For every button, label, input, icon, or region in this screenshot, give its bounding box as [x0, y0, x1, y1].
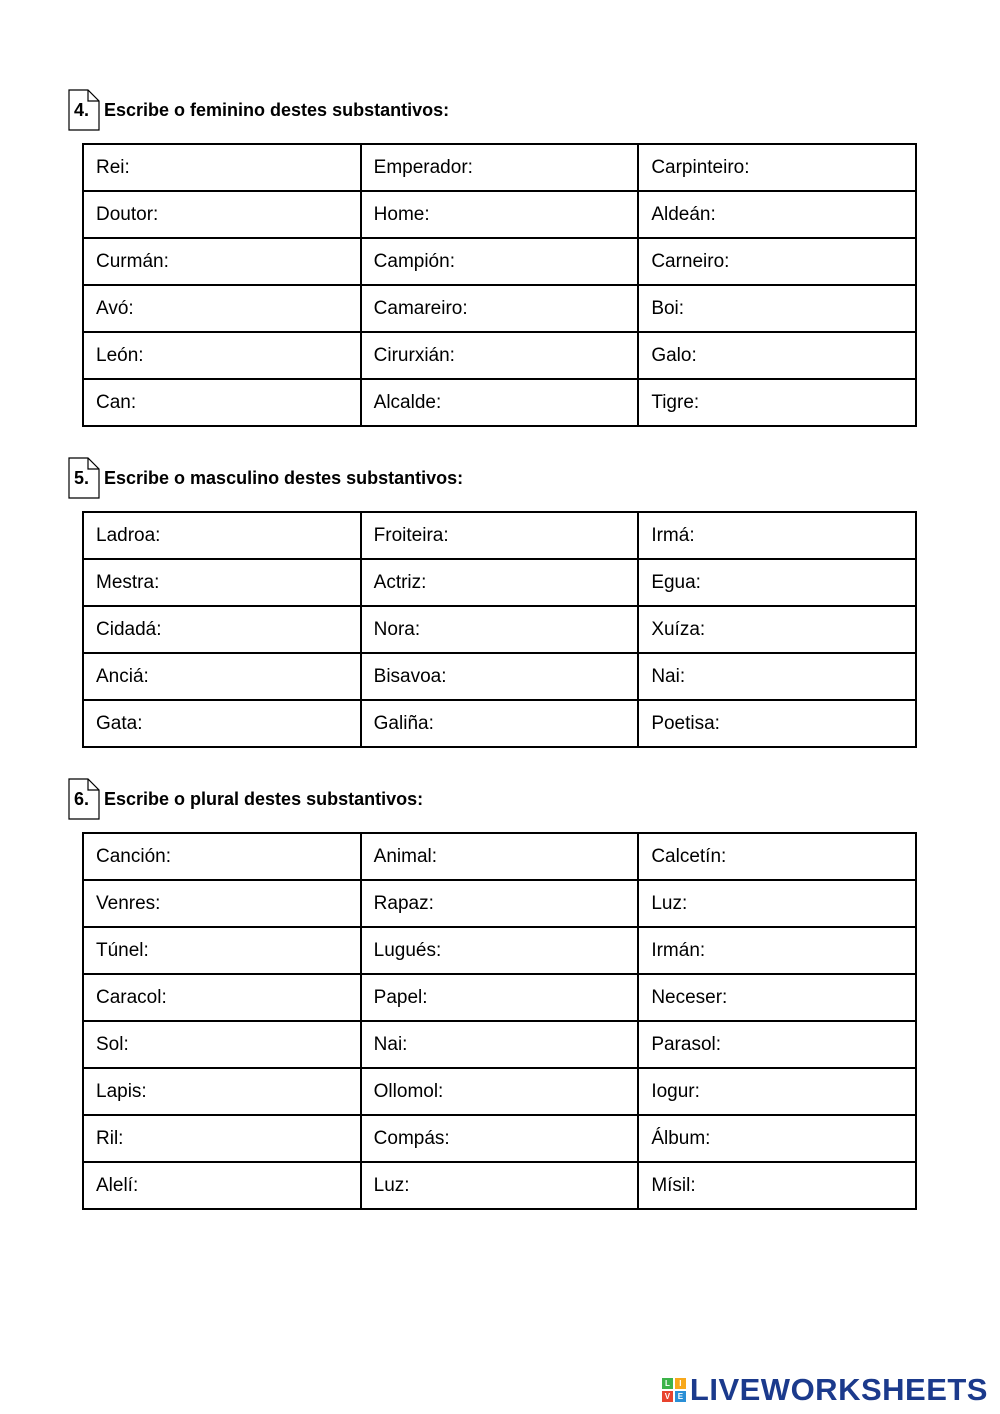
word-cell[interactable]: Galo:	[638, 332, 916, 379]
word-cell[interactable]: Sol:	[83, 1021, 361, 1068]
word-cell[interactable]: Xuíza:	[638, 606, 916, 653]
word-cell[interactable]: Compás:	[361, 1115, 639, 1162]
word-cell[interactable]: Papel:	[361, 974, 639, 1021]
word-cell[interactable]: Poetisa:	[638, 700, 916, 747]
word-cell[interactable]: Túnel:	[83, 927, 361, 974]
word-cell[interactable]: Venres:	[83, 880, 361, 927]
word-cell[interactable]: Mísil:	[638, 1162, 916, 1209]
word-cell[interactable]: Boi:	[638, 285, 916, 332]
logo-letter: E	[675, 1391, 686, 1402]
table-row	[83, 1021, 916, 1068]
word-cell[interactable]: Rei:	[83, 144, 361, 191]
word-cell[interactable]: Ladroa:	[83, 512, 361, 559]
word-cell[interactable]: Luz:	[638, 880, 916, 927]
table-row	[83, 700, 916, 747]
word-cell[interactable]: Calcetín:	[638, 833, 916, 880]
word-cell[interactable]: Luz:	[361, 1162, 639, 1209]
word-cell[interactable]: Emperador:	[361, 144, 639, 191]
word-cell[interactable]: Camareiro:	[361, 285, 639, 332]
logo-mark-icon	[662, 1378, 686, 1402]
word-cell[interactable]: Iogur:	[638, 1068, 916, 1115]
word-cell[interactable]: Animal:	[361, 833, 639, 880]
table-row	[83, 559, 916, 606]
exercise-6-table	[82, 832, 917, 1210]
word-cell[interactable]: Bisavoa:	[361, 653, 639, 700]
table-row	[83, 379, 916, 426]
table-row	[83, 974, 916, 1021]
word-cell[interactable]: Alcalde:	[361, 379, 639, 426]
exercise-title: Escribe o plural destes substantivos:	[104, 788, 424, 809]
word-cell[interactable]: Froiteira:	[361, 512, 639, 559]
word-cell[interactable]: Tigre:	[638, 379, 916, 426]
exercise-number-badge	[68, 778, 100, 820]
logo-letter: L	[662, 1378, 673, 1389]
table-row	[83, 332, 916, 379]
word-cell[interactable]: Rapaz:	[361, 880, 639, 927]
exercise-5-heading	[68, 457, 463, 499]
exercise-number: 6.	[74, 789, 90, 809]
exercise-title: Escribe o masculino destes substantivos:	[104, 467, 464, 488]
word-cell[interactable]: Caracol:	[83, 974, 361, 1021]
exercise-number-badge	[68, 89, 100, 131]
exercise-6-heading	[68, 778, 423, 820]
word-cell[interactable]: Nai:	[361, 1021, 639, 1068]
word-cell[interactable]: Carpinteiro:	[638, 144, 916, 191]
word-cell[interactable]: Nora:	[361, 606, 639, 653]
word-cell[interactable]: Irmá:	[638, 512, 916, 559]
word-cell[interactable]: Aldeán:	[638, 191, 916, 238]
word-cell[interactable]: Canción:	[83, 833, 361, 880]
table-row	[83, 238, 916, 285]
word-cell[interactable]: Mestra:	[83, 559, 361, 606]
word-cell[interactable]: León:	[83, 332, 361, 379]
exercise-number: 4.	[74, 100, 90, 120]
word-cell[interactable]: Actriz:	[361, 559, 639, 606]
table-row	[83, 927, 916, 974]
table-row	[83, 191, 916, 238]
word-cell[interactable]: Doutor:	[83, 191, 361, 238]
exercise-4-heading	[68, 89, 449, 131]
word-cell[interactable]: Curmán:	[83, 238, 361, 285]
word-cell[interactable]: Alelí:	[83, 1162, 361, 1209]
exercise-title: Escribe o feminino destes substantivos:	[104, 99, 450, 120]
logo-letter: I	[675, 1378, 686, 1389]
word-cell[interactable]: Can:	[83, 379, 361, 426]
word-cell[interactable]: Ollomol:	[361, 1068, 639, 1115]
word-cell[interactable]: Egua:	[638, 559, 916, 606]
word-cell[interactable]: Cidadá:	[83, 606, 361, 653]
table-row	[83, 653, 916, 700]
exercise-4-table	[82, 143, 917, 427]
word-cell[interactable]: Álbum:	[638, 1115, 916, 1162]
word-cell[interactable]: Neceser:	[638, 974, 916, 1021]
table-row	[83, 144, 916, 191]
liveworksheets-logo	[662, 1372, 988, 1408]
exercise-number-badge	[68, 457, 100, 499]
word-cell[interactable]: Home:	[361, 191, 639, 238]
table-row	[83, 880, 916, 927]
word-cell[interactable]: Irmán:	[638, 927, 916, 974]
table-row	[83, 1068, 916, 1115]
word-cell[interactable]: Lugués:	[361, 927, 639, 974]
table-row	[83, 833, 916, 880]
table-row	[83, 285, 916, 332]
logo-text: LIVEWORKSHEETS	[689, 1372, 988, 1407]
word-cell[interactable]: Avó:	[83, 285, 361, 332]
word-cell[interactable]: Ril:	[83, 1115, 361, 1162]
word-cell[interactable]: Anciá:	[83, 653, 361, 700]
table-row	[83, 1162, 916, 1209]
word-cell[interactable]: Galiña:	[361, 700, 639, 747]
word-cell[interactable]: Campión:	[361, 238, 639, 285]
logo-letter: V	[662, 1391, 673, 1402]
word-cell[interactable]: Nai:	[638, 653, 916, 700]
word-cell[interactable]: Carneiro:	[638, 238, 916, 285]
table-row	[83, 606, 916, 653]
word-cell[interactable]: Lapis:	[83, 1068, 361, 1115]
table-row	[83, 512, 916, 559]
word-cell[interactable]: Cirurxián:	[361, 332, 639, 379]
word-cell[interactable]: Parasol:	[638, 1021, 916, 1068]
table-row	[83, 1115, 916, 1162]
exercise-5-table	[82, 511, 917, 748]
exercise-number: 5.	[74, 468, 90, 488]
word-cell[interactable]: Gata:	[83, 700, 361, 747]
